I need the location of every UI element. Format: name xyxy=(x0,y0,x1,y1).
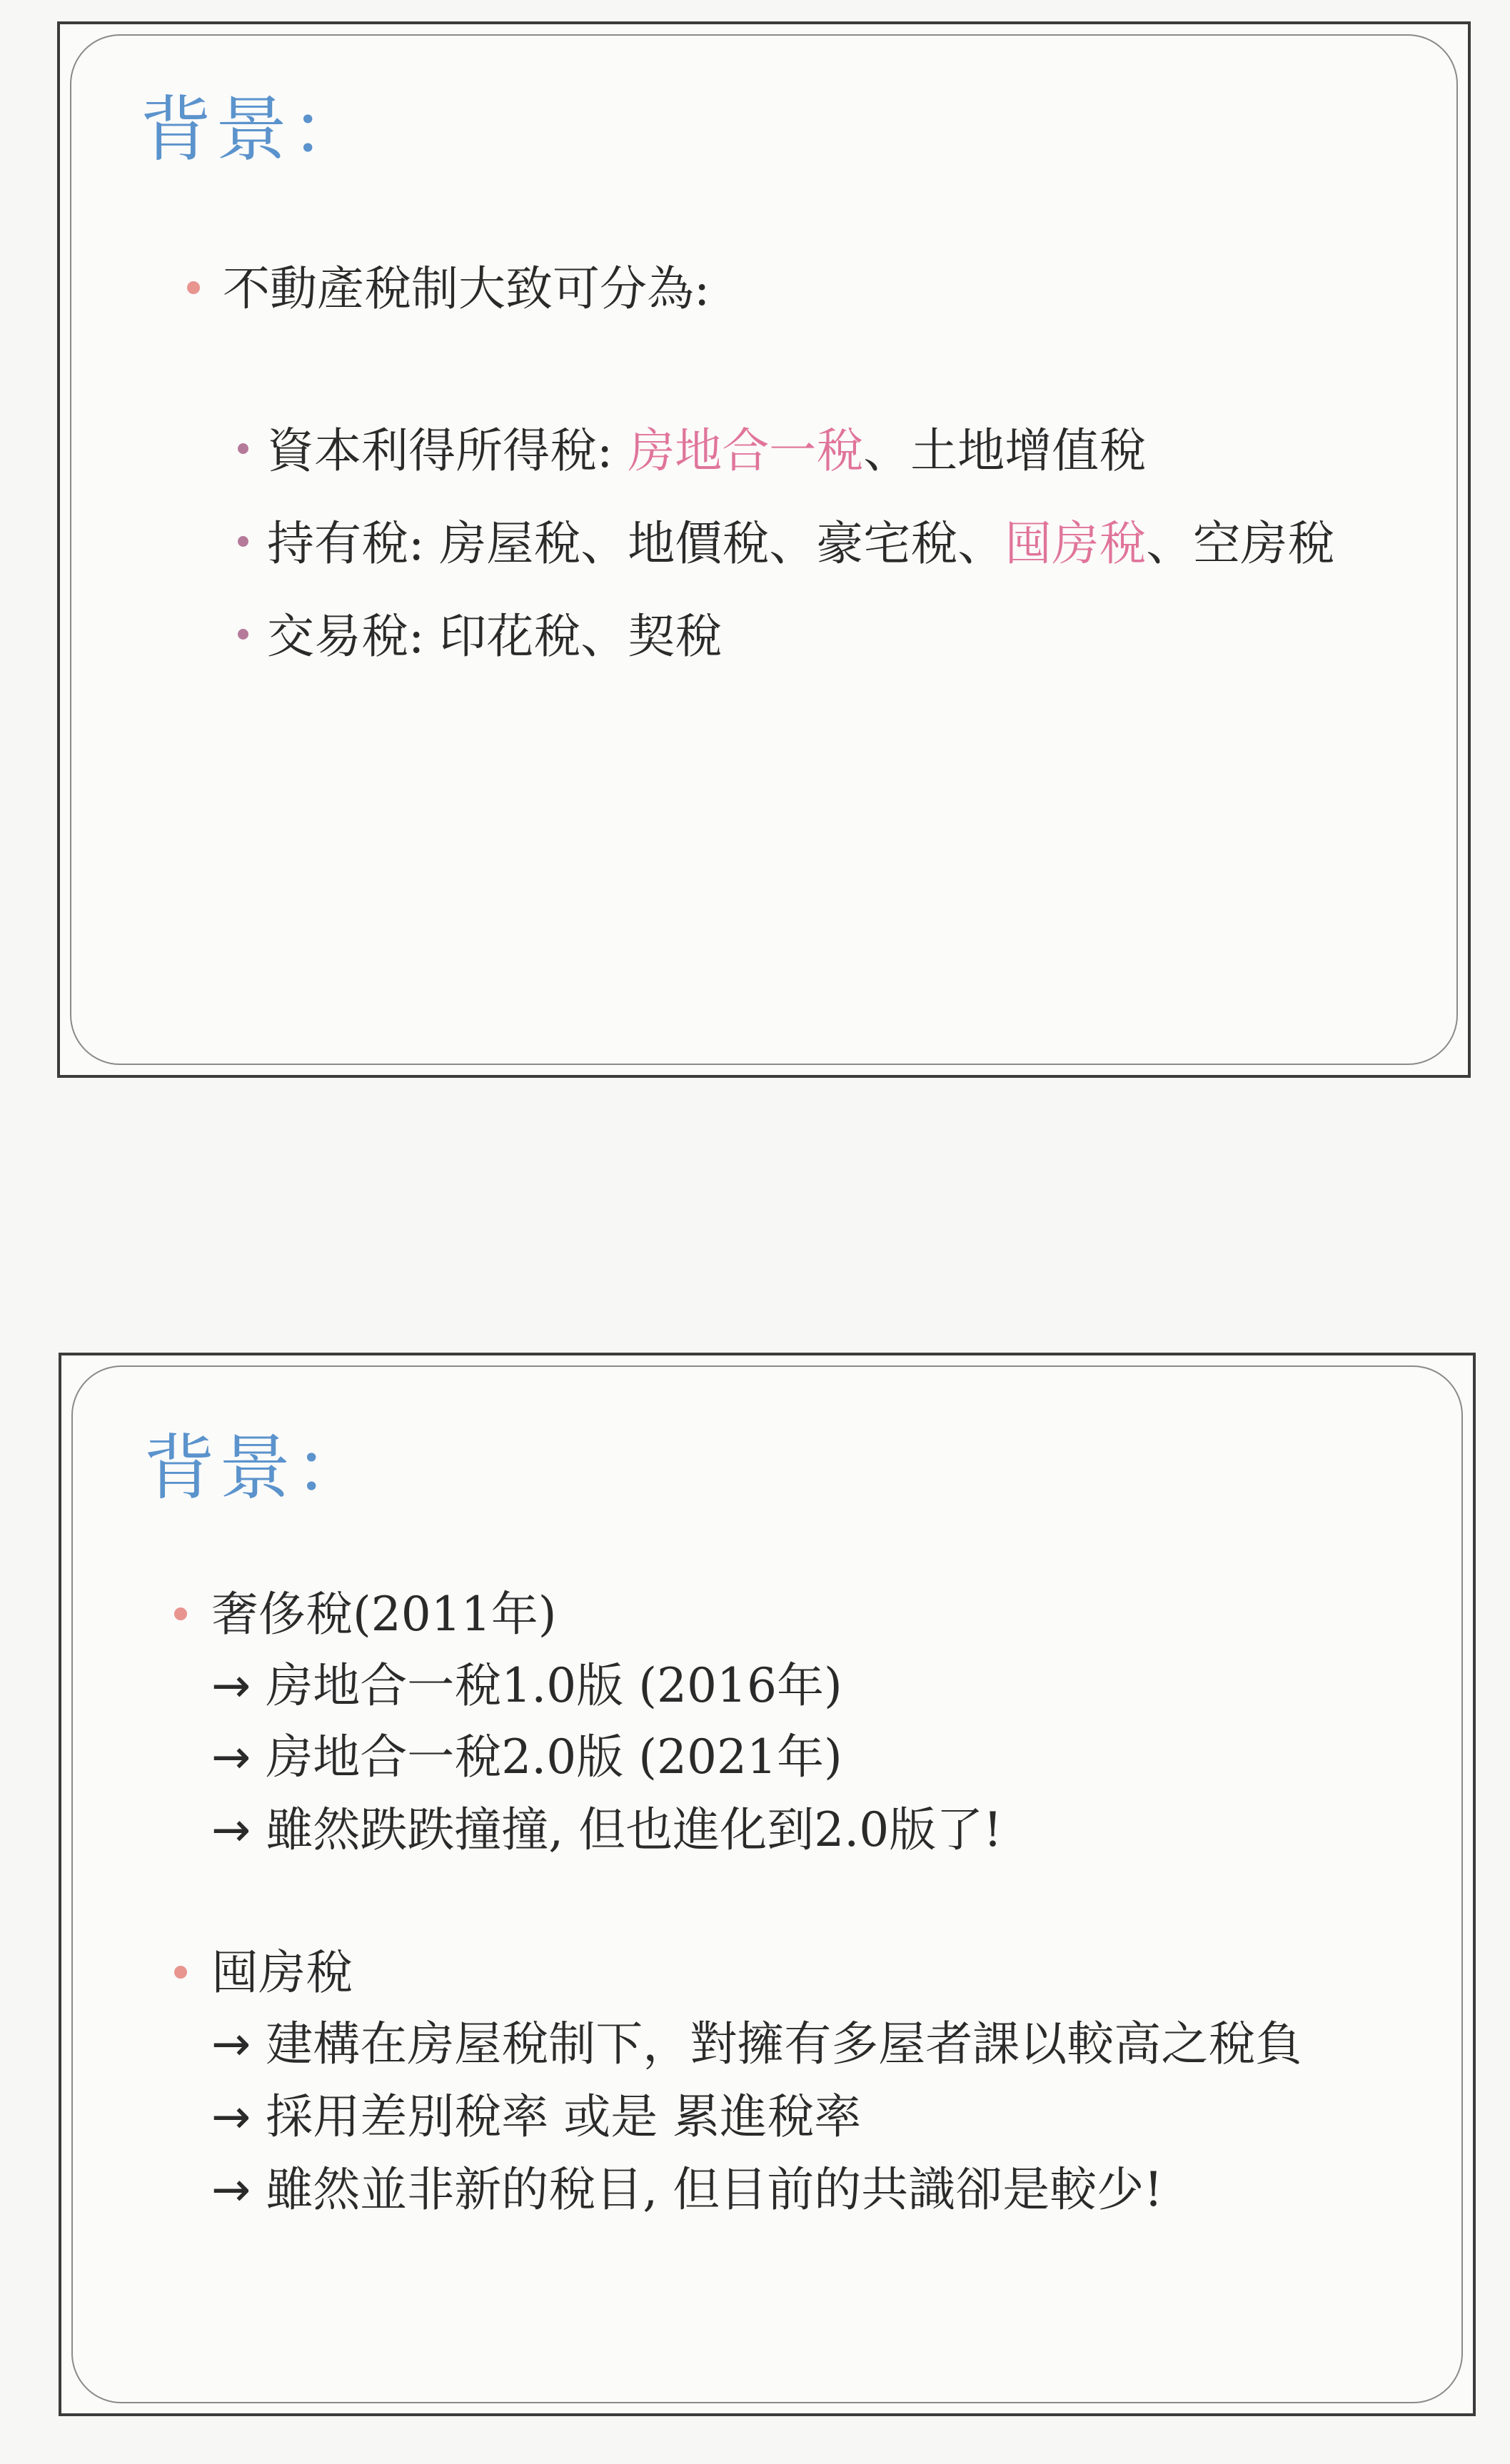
bullet-icon xyxy=(174,1607,187,1620)
section-1-point-3 xyxy=(211,1802,1002,1857)
section-2-point-3 xyxy=(211,2162,1163,2217)
slide-1 xyxy=(57,21,1471,1078)
point-text: 採用差別稅率 或是 累進稅率 xyxy=(266,2089,862,2144)
bullet-icon xyxy=(187,281,200,294)
item-text: 、土地增值稅 xyxy=(863,423,1147,478)
section-heading-hoarding-tax: 囤房稅 xyxy=(211,1945,353,2000)
item-text: 資本利得所得稅: xyxy=(267,423,628,478)
point-text: 雖然並非新的稅目, 但目前的共識卻是較少! xyxy=(266,2162,1163,2217)
point-text: 房地合一稅1.0版 (2016年) xyxy=(266,1658,842,1713)
sub-bullet-icon xyxy=(238,629,248,640)
section-1-point-2 xyxy=(211,1730,842,1784)
slide-2-title: 背景： xyxy=(144,1426,371,1510)
section-heading-luxury-tax: 奢侈稅(2011年) xyxy=(211,1587,557,1642)
slide-1-item-1 xyxy=(267,423,1147,478)
arrow-icon: → xyxy=(211,1658,251,1713)
arrow-icon: → xyxy=(211,1730,251,1784)
slide-2 xyxy=(59,1353,1476,2416)
slide-1-title: 背景： xyxy=(140,88,367,171)
section-1-point-1 xyxy=(211,1658,842,1713)
arrow-icon: → xyxy=(211,2016,251,2071)
item-text: 、空房稅 xyxy=(1146,516,1335,571)
point-text: 雖然跌跌撞撞, 但也進化到2.0版了! xyxy=(266,1802,1002,1857)
sub-bullet-icon xyxy=(238,536,248,547)
slide-1-item-2 xyxy=(267,516,1335,571)
item-text: 持有稅: 房屋稅、地價稅、豪宅稅、 xyxy=(267,516,1005,571)
arrow-icon: → xyxy=(211,1802,251,1857)
highlighted-term: 房地合一稅 xyxy=(628,423,864,478)
slide-1-intro: 不動產稅制大致可分為: xyxy=(223,261,710,316)
sub-bullet-icon xyxy=(238,443,248,454)
section-2-point-2 xyxy=(211,2089,862,2144)
point-text: 建構在房屋稅制下，對擁有多屋者課以較高之稅負 xyxy=(266,2016,1303,2071)
item-text: 交易稅: 印花稅、契稅 xyxy=(267,609,723,664)
arrow-icon: → xyxy=(211,2089,251,2144)
bullet-icon xyxy=(174,1966,187,1979)
section-2-point-1 xyxy=(211,2016,1303,2071)
point-text: 房地合一稅2.0版 (2021年) xyxy=(266,1730,842,1784)
arrow-icon: → xyxy=(211,2162,251,2217)
slide-2-rounded-frame xyxy=(71,1365,1463,2403)
slide-1-item-3 xyxy=(267,609,723,664)
highlighted-term: 囤房稅 xyxy=(1005,516,1147,571)
